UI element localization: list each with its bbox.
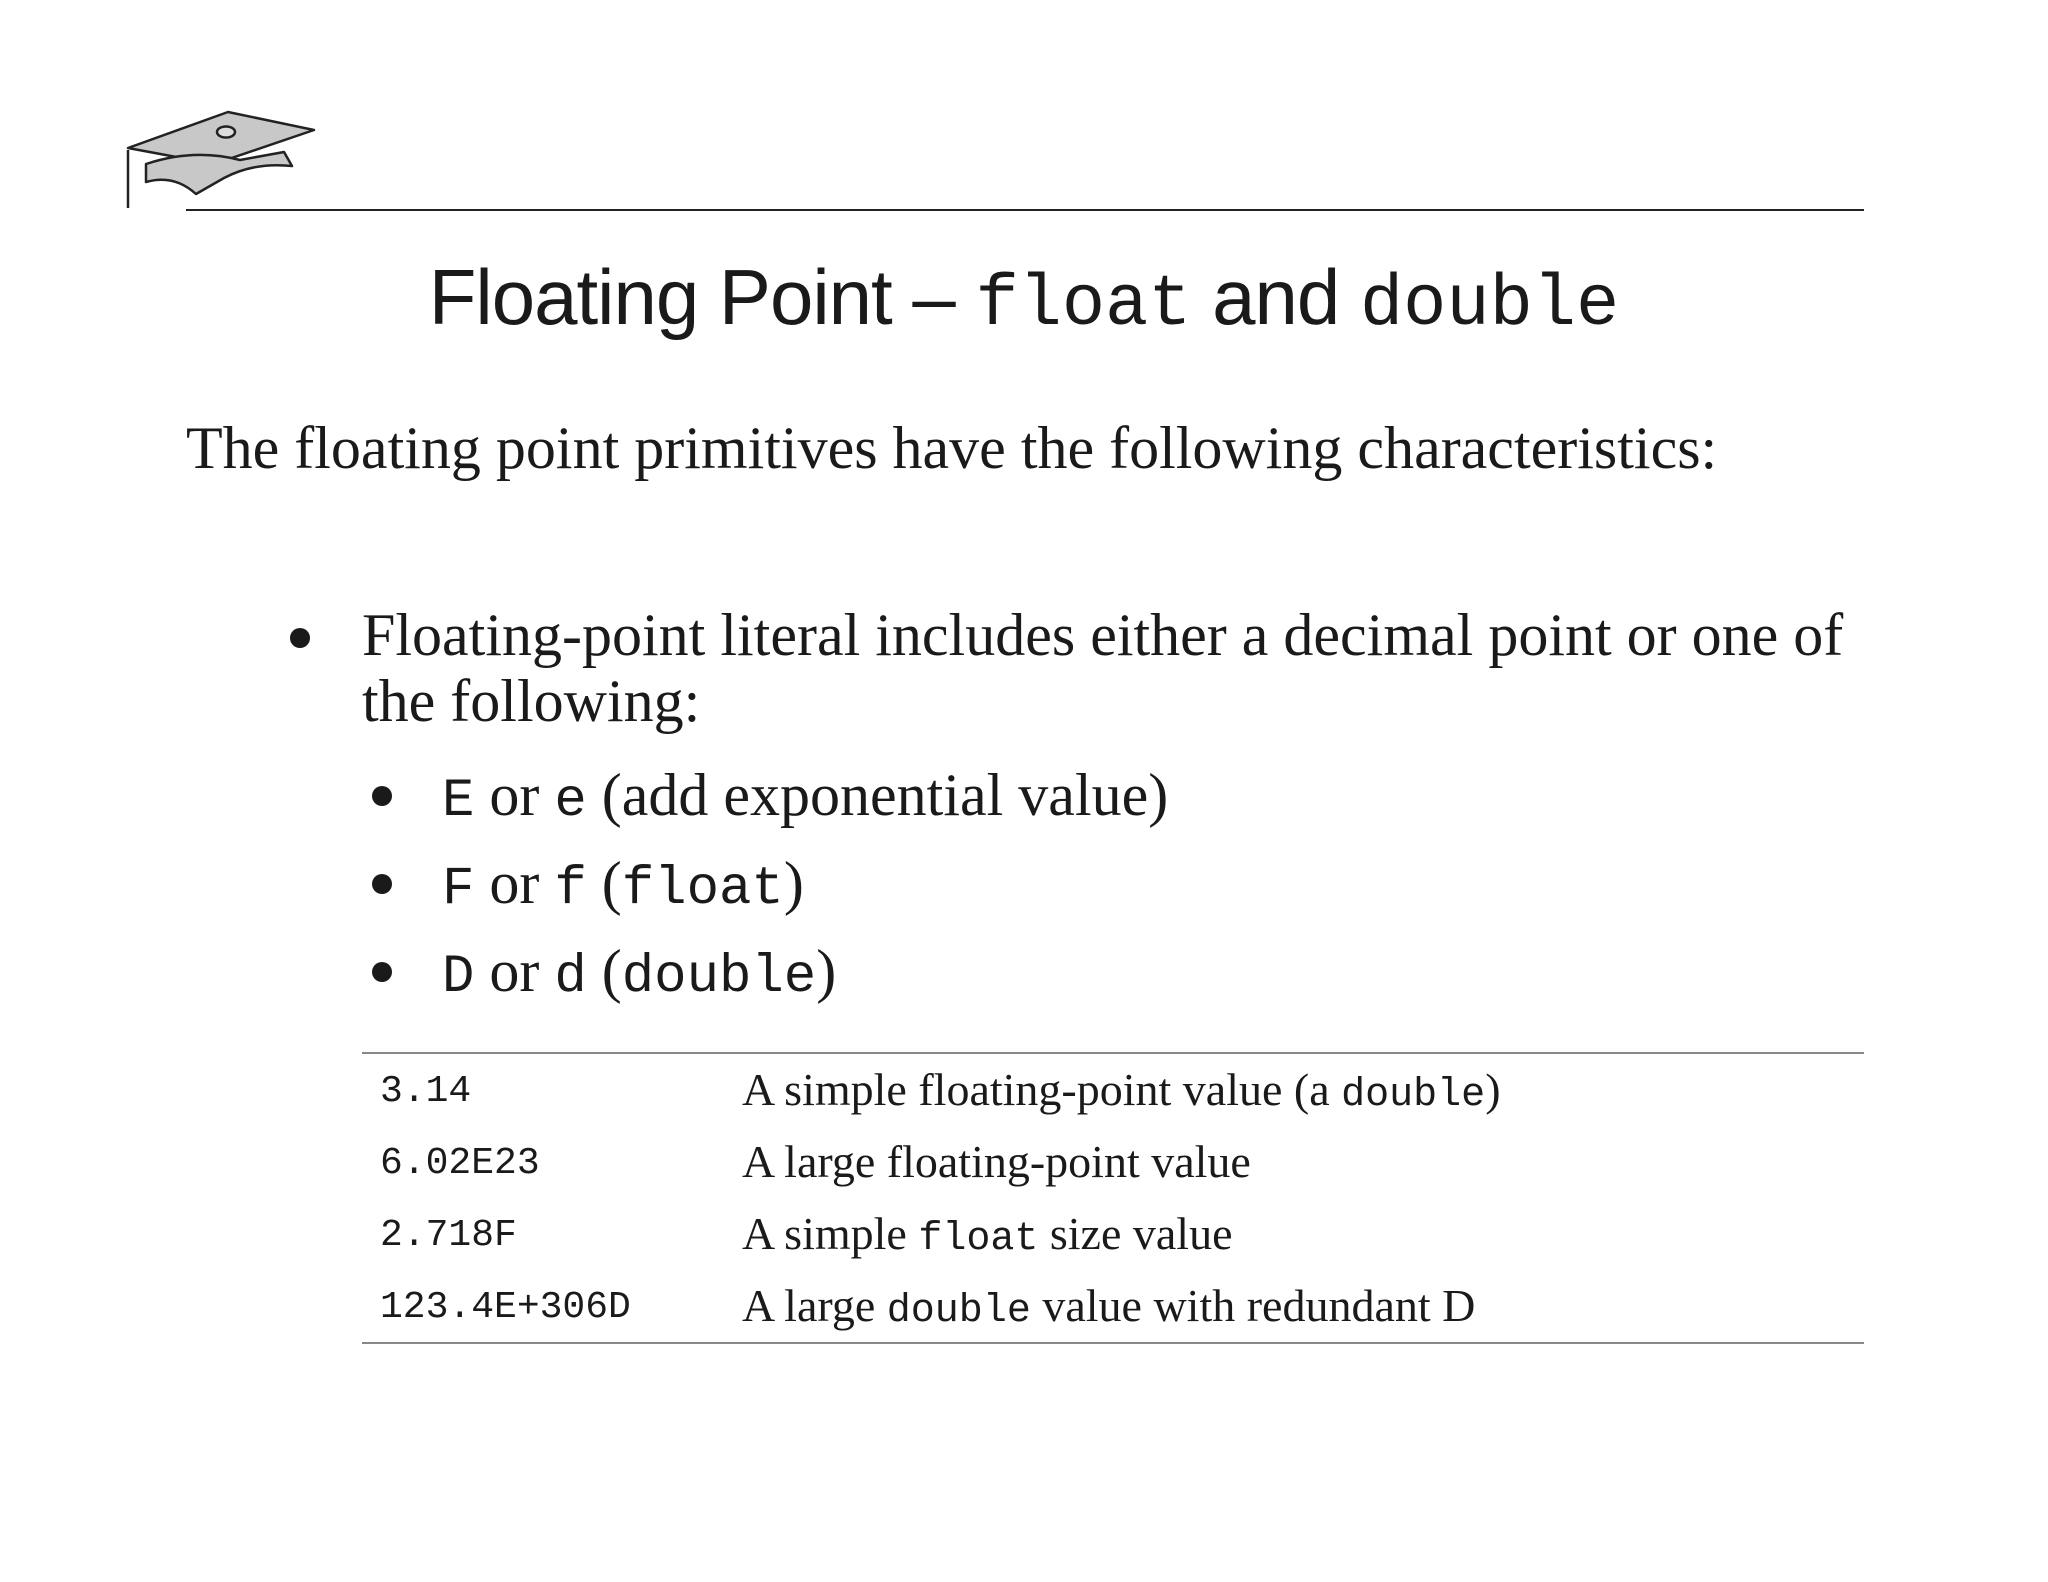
paren-open: (	[586, 938, 622, 1004]
literal-code: 2.718F	[380, 1214, 517, 1257]
table-row	[362, 1200, 1864, 1272]
graduation-cap-logo	[124, 108, 324, 212]
bullet-literal: Floating-point literal includes either a decimal point or one of the following:	[362, 602, 1844, 734]
literal-code: 6.02E23	[380, 1142, 540, 1185]
desc-text: A simple	[742, 1208, 919, 1259]
slide-title	[0, 253, 2048, 346]
literal-description	[742, 1064, 1501, 1122]
paren-close: )	[816, 938, 837, 1004]
title-code-double: double	[1359, 264, 1620, 346]
literal-code: 3.14	[380, 1070, 472, 1113]
literal-code: 123.4E+306D	[380, 1286, 631, 1329]
code-d: d	[554, 947, 587, 1008]
desc-text: size value	[1038, 1208, 1233, 1259]
desc-text: A large floating-point value	[742, 1136, 1251, 1187]
code-E: E	[442, 771, 475, 832]
intro-paragraph: The floating point primitives have the following characteristics:	[186, 415, 1718, 481]
literal-description	[742, 1136, 1251, 1194]
paren-close: )	[783, 850, 804, 916]
code-F: F	[442, 859, 475, 920]
or-text: or	[474, 938, 555, 1004]
code-f: f	[554, 859, 587, 920]
code-D: D	[442, 947, 475, 1008]
paren-open: (	[586, 850, 622, 916]
code-e: e	[554, 771, 587, 832]
sub-bullet-desc: (add exponential value)	[586, 762, 1169, 828]
code-double: double	[621, 947, 817, 1008]
header-divider	[186, 209, 1864, 211]
desc-code: float	[918, 1217, 1039, 1262]
table-bottom-rule	[362, 1342, 1864, 1344]
title-code-float: float	[975, 264, 1192, 346]
sub-bullet-float	[442, 850, 804, 923]
sub-bullet-dot	[372, 962, 392, 982]
sub-bullet-double	[442, 938, 836, 1011]
title-text-2: and	[1191, 253, 1360, 341]
code-float: float	[621, 859, 784, 920]
desc-text: value with redundant D	[1030, 1280, 1476, 1331]
sub-bullet-exponent	[442, 762, 1168, 835]
sub-bullet-dot	[372, 786, 392, 806]
literal-description	[742, 1280, 1475, 1338]
or-text: or	[474, 850, 555, 916]
table-row	[362, 1056, 1864, 1128]
desc-text: A simple floating-point value (a	[742, 1064, 1342, 1115]
desc-code: double	[886, 1289, 1031, 1334]
or-text: or	[474, 762, 555, 828]
desc-code: double	[1341, 1073, 1486, 1118]
desc-text: )	[1485, 1064, 1501, 1115]
sub-bullet-dot	[372, 874, 392, 894]
desc-text: A large	[742, 1280, 887, 1331]
table-row	[362, 1272, 1864, 1344]
bullet-dot	[290, 628, 310, 648]
table-row	[362, 1128, 1864, 1200]
literal-description	[742, 1208, 1233, 1266]
table-top-rule	[362, 1052, 1864, 1054]
title-text-1: Floating Point –	[428, 253, 976, 341]
